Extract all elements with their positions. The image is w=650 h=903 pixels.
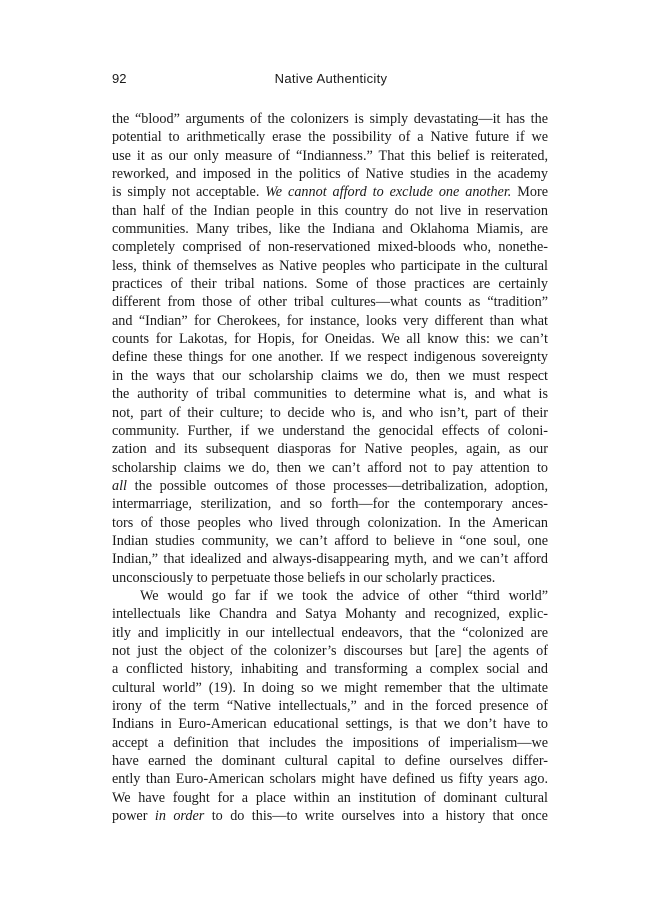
text-line [112, 679, 548, 697]
text-span: than half of the Indian people in this country do not live in reservation [112, 202, 548, 219]
text-span: and “Indian” for Cherokees, for instance, looks very different than what [112, 312, 548, 329]
text-line [112, 367, 548, 385]
text-span: More [511, 184, 548, 201]
text-line [112, 330, 548, 348]
text-line [112, 422, 548, 440]
text-line [112, 587, 548, 605]
text-span: accept a definition that includes the impositions of imperialism—we [112, 734, 548, 751]
italic-text-span: all [112, 477, 127, 494]
text-span: not just the object of the colonizer’s discourses but [are] the agents of [112, 642, 548, 659]
text-span: irony of the term “Native intellectuals,” and in the forced presence of [112, 698, 548, 714]
text-line [112, 734, 548, 752]
text-line [112, 404, 548, 422]
text-line [112, 385, 548, 403]
text-span: practices of their tribal nations. Some of those practices are certainly [112, 276, 548, 293]
text-span: have earned the dominant cultural capital to define ourselves differ- [112, 753, 548, 770]
text-line [112, 477, 548, 495]
text-span: counts for Lakotas, for Hopis, for Oneidas. We all know this: we can’t [112, 331, 548, 348]
text-line [112, 312, 548, 330]
text-span: intermarriage, sterilization, and so forth—for the contemporary ances- [112, 496, 548, 513]
text-line [112, 807, 548, 825]
text-span: itly and implicitly in our intellectual endeavors, that the “colonized are [112, 624, 548, 641]
text-span: power [112, 808, 155, 825]
text-span: intellectuals like Chandra and Satya Mohanty and recognized, explic- [112, 606, 548, 623]
text-span: Indian,” that idealized and always-disappearing myth, and we can’t afford [112, 551, 548, 568]
text-line [112, 293, 548, 311]
text-span: We would go far if we took the advice of other “third world” [140, 587, 548, 604]
text-span: in the ways that our scholarship claims we do, then we must respect [112, 367, 548, 384]
text-span: Indians in Euro-American educational settings, is that we don’t have to [112, 716, 548, 733]
text-span: the possible outcomes of those processes—detribalization, adoption, [126, 477, 548, 494]
text-span: community. Further, if we understand the genocidal effects of coloni- [112, 422, 548, 439]
text-line [112, 220, 548, 238]
text-span: Indian studies community, we can’t afford to believe in “one soul, one [112, 532, 548, 549]
text-line [112, 110, 548, 128]
text-line [112, 257, 548, 275]
text-line [112, 569, 548, 587]
text-line [112, 550, 548, 568]
text-span: scholarship claims we do, then we can’t afford not to pay attention to [112, 459, 548, 476]
text-line [112, 624, 548, 642]
text-line [112, 495, 548, 513]
italic-text-span: in order [154, 808, 205, 825]
text-span: not, part of their culture; to decide who is, and who isn’t, part of their [112, 404, 548, 421]
text-span: the authority of tribal communities to determine what is, and what is [112, 386, 548, 403]
text-line [112, 514, 548, 532]
text-span: less, think of themselves as Native peoples who participate in the cultural [112, 257, 548, 274]
text-line [112, 183, 548, 201]
text-line [112, 770, 548, 788]
text-span: We have fought for a place within an institution of dominant cultural [112, 789, 548, 806]
text-span: communities. Many tribes, like the Indiana and Oklahoma Miamis, are [112, 221, 548, 238]
running-head [112, 71, 550, 91]
text-span: define these things for one another. If we respect indigenous sovereignty [112, 349, 548, 366]
text-line [112, 147, 548, 165]
text-line [112, 275, 548, 293]
text-span: completely comprised of non-reservationed mixed-bloods who, nonethe- [112, 239, 548, 256]
text-line [112, 165, 548, 183]
text-span: different from those of other tribal cultures—what counts as “tradition” [112, 294, 548, 311]
text-line [112, 660, 548, 678]
italic-text-span: We cannot afford to exclude one another. [265, 184, 512, 201]
text-line [112, 440, 548, 458]
text-line [112, 605, 548, 623]
text-line [112, 642, 548, 660]
text-line [112, 348, 548, 366]
page-number: 92 [112, 71, 127, 86]
text-span: is simply not acceptable. [112, 184, 266, 201]
text-span: potential to arithmetically erase the possibility of a Native future if we [112, 129, 548, 146]
text-span: tors of those peoples who lived through colonization. In the American [112, 514, 548, 531]
text-span: ently than Euro-American scholars might have defined us fifty years ago. [112, 771, 548, 788]
text-span: unconsciously to perpetuate those beliefs in our scholarly practices. [112, 569, 496, 586]
text-line [112, 202, 548, 220]
text-span: cultural world” (19). In doing so we might remember that the ultimate [112, 679, 548, 696]
text-line [112, 532, 548, 550]
text-span: reworked, and imposed in the politics of Native studies in the academy [112, 166, 548, 183]
text-line [112, 128, 548, 146]
text-span: use it as our only measure of “Indianness.” That this belief is reiterated, [112, 147, 548, 164]
text-span: to do this—to write ourselves into a history that once [204, 808, 548, 825]
body-text [112, 110, 548, 825]
text-line [112, 459, 548, 477]
text-line [112, 752, 548, 770]
running-title: Native Authenticity [274, 71, 388, 86]
text-span: the “blood” arguments of the colonizers is simply devastating—it has the [112, 111, 548, 127]
text-line [112, 715, 548, 733]
text-span: a conflicted history, inhabiting and transforming a complex social and [112, 661, 548, 678]
text-line [112, 789, 548, 807]
text-span: zation and its subsequent diasporas for Native peoples, again, as our [112, 441, 548, 458]
text-line [112, 697, 548, 715]
text-line [112, 238, 548, 256]
